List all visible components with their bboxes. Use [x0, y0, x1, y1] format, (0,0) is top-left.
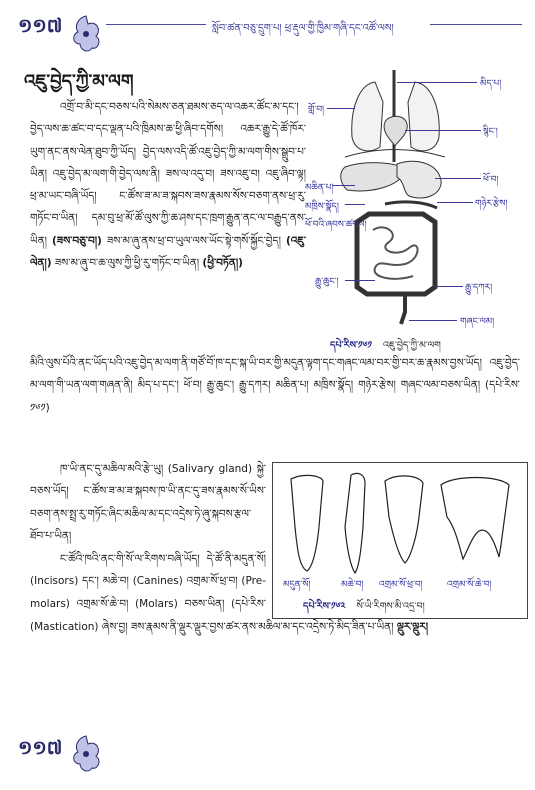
paragraph-5-text: (Mastication) ཞེས་བྱ། ཟས་རྣམས་ནི་ལྡུར་ལྡུར་བྱས་ཚར་ནས་མཆིལ་མ་དང་འདྲེས་ཏེ་མིད་ཟིན་པ་ཡིན།: [30, 621, 394, 633]
teeth-illustration-icon: [273, 467, 527, 587]
leader-esophagus: [397, 82, 477, 83]
label-esophagus: མིད་པ།: [480, 79, 502, 89]
label-canine: མཆེ་བ།: [341, 580, 364, 590]
label-duodenum: ཕོ་བའི་ཞབས་ཚགས།: [305, 220, 367, 230]
term-absorption: (འཇུ་ལེན།): [30, 234, 306, 270]
label-gallbladder: མཁྲིས་སྣོད།: [305, 202, 339, 212]
paragraph-3-text: ཁ་ཡི་ནང་དུ་མཆིལ་མའི་རྩེ་ཡུ། (Salivary gland) སྐྱེ་བཅས་ཡོད། ང་ཚོས་ཟ་མ་ཟ་སྐབས་ཁ་ཡི་ནང་དུ་ཟས་རྣམས་སོ་ཡིས་བཅག་ནས་སྤྲ་རུ་གཏོང་ཞིང་མཆིལ་མ་དང་འདྲེས་ཏེ་ཞུ་སྐབས་རྩལ་ཐོབ་པ་ཡིན།: [30, 463, 266, 542]
digestive-system-figure: [305, 62, 530, 332]
paragraph-1-text: འགྲོ་བ་མི་དང་བཅས་པའི་སེམས་ཅན་ཐམས་ཅད་ལ་འཆར་ཚོང་མ་དང་། བྱེད་ལས་ཆ་ཚང་བ་དང་ལྡན་པའི་ཁྲིམས་ཆ་ཕྱི་ཞིབ་དགོས། འཆར་རྒྱུ་དེ་ཚོ་ཁོར་ཡུག་ནང་ནས་ལེན་ཐུབ་ཀྱི་ཡོད། བྱེད་ལས་འདི་ཚོ་འཇུ་བྱེད་ཀྱི་མ་ལག་གིས་སྒྲུབ་པ་ཡིན། འཇུ་བྱེད་མ་ལག་གི་བྱེད་ལས་ནི། ཟས་ལ་འདུ་བ། ཟས་འཇུ་བ། འཇུ་ཞིབ་ལྟ། ཕྲ་མ་ཡང་བཞི་ཡོད། ང་ཚོས་ཟ་མ་ཟ་སྐབས་ཟས་རྣམས་སོས་བཅག་ནས་ཕྲ་རུ་གཏོང་བ་ཡིན། དམ་བུ་ཕྲ་མོ་ཚོ་ལུས་ཀྱི་ཆ་ཤས་དང་ཁྲག་རྒྱུན་ནང་ལ་བརྒྱུད་ནས་ཡིན།: [30, 101, 306, 247]
leader-heart: [405, 130, 481, 131]
label-large-intestine: རྒྱུ་དཀར།: [465, 283, 493, 293]
figure2-number: དཔེ་རིས་༡༦༢: [303, 601, 346, 612]
leader-gallbladder: [345, 204, 365, 205]
paragraph-2: [30, 352, 520, 442]
leader-stomach: [435, 178, 481, 179]
label-stomach: ཕོ་བ།: [483, 175, 499, 185]
flower-ornament-icon: [66, 12, 106, 56]
label-small-intestine: རྒྱུ་ཆུང་།: [315, 277, 339, 287]
leader-liver: [333, 185, 355, 186]
label-rectum: གཞང་ལམ།: [460, 317, 495, 327]
paragraph-2-text: མིའི་ལུས་པོའི་ནང་ཡོད་པའི་འཇུ་བྱེད་མ་ལག་ནི་གཙོ་བོ་ཁ་དང་སྐ་ཡི་བར་གྱི་མདུན་ལྟག་དང་གཞང་ལམ་བར་གྱི་བར་ཆ་རྣམས་བྱས་ཡོད། འཇུ་བྱེད་མ་ལག་གི་ཡན་ལག་གཞན་ནི། མིད་པ་དང་། ཕོ་བ། རྒྱུ་ཆུང་། རྒྱུ་དཀར། མཆིན་པ། མཁྲིས་སྣོད། གཉེར་རྩེས། གཞང་ལམ་བཅས་ཡིན། (དཔེ་རིས་༡༦༡): [30, 357, 520, 414]
label-heart: སྙིང་།: [483, 127, 498, 137]
footer-flower-ornament-icon: [66, 732, 106, 776]
paragraph-1c-text: ཟས་མ་ཞུ་བ་ཆ་ལུས་ཀྱི་ཕྱི་རུ་གཏོང་བ་ཡིན།: [54, 257, 200, 270]
header-rule-right: [430, 24, 522, 25]
label-liver: མཆིན་པ།: [305, 183, 334, 193]
page-header: [0, 0, 535, 60]
figure2-caption-text: སོ་ཡི་རིགས་མི་འདྲ་བ།: [356, 601, 425, 612]
label-incisor: མདུན་སོ།: [283, 580, 311, 590]
page-number: ១១៧: [18, 15, 63, 37]
leader-small-intestine: [345, 280, 375, 281]
running-title: སློབ་ཚན་བཅུ་དྲུག་པ། ཕྲ་རྡུལ་གྱི་ཁྱིམ་གཞི་དང་འཚོ་ལས།: [212, 23, 394, 34]
paragraph-4: [30, 548, 266, 614]
label-lung: གློ་བ།: [308, 105, 324, 115]
label-pancreas: གཉེར་རྩེས།: [475, 199, 508, 209]
paragraph-3: [30, 458, 266, 548]
paragraph-4-text: ང་ཚོའི་ཁའི་ནང་གི་སོ་ལ་རིགས་བཞི་ཡོད། དེ་ཚོ་ནི་མདུན་སོ། (Incisors) དང་། མཆེ་བ། (Canines) འགྲམ་སོ་ཕྲ་བ། (Pre-molars) འགྲམ་སོ་ཆེ་བ། (Molars) བཅས་ཡིན། (དཔེ་རིས་: [30, 553, 266, 610]
term-egestion: (ཕྱི་བཏོན།): [202, 257, 243, 270]
label-molar: འགྲམ་སོ་ཆེ་བ།: [447, 580, 492, 590]
paragraph-1b-text: ཟས་མ་ཞུ་ནས་ཕྲ་བ་ཡུལ་ལས་ཡོང་སྟེ་གསོ་སྐྱོང་བྱེད།: [106, 234, 281, 247]
leader-pancreas: [437, 202, 473, 203]
term-ingestion: (ཟས་བཅུ་བ།): [52, 234, 102, 247]
figure1-number: དཔེ་རིས་༡༦༡: [330, 340, 373, 351]
section-title: འཇུ་བྱེད་ཀྱི་མ་ལག: [24, 71, 134, 92]
paragraph-1: [30, 96, 306, 326]
leader-lung: [327, 108, 355, 109]
header-rule-left: [106, 24, 206, 25]
term-mastication: ལྡུར་ལྡུར།: [396, 621, 429, 633]
label-premolar: འགྲམ་སོ་ཕྲ་བ།: [379, 580, 423, 590]
paragraph-5: [30, 616, 520, 706]
leader-large-intestine: [435, 286, 463, 287]
footer-page-number: ១១៧: [18, 737, 63, 759]
teeth-figure: [272, 462, 528, 619]
figure1-caption-text: འཇུ་བྱེད་ཀྱི་མ་ལག: [383, 340, 441, 351]
leader-rectum: [409, 320, 457, 321]
